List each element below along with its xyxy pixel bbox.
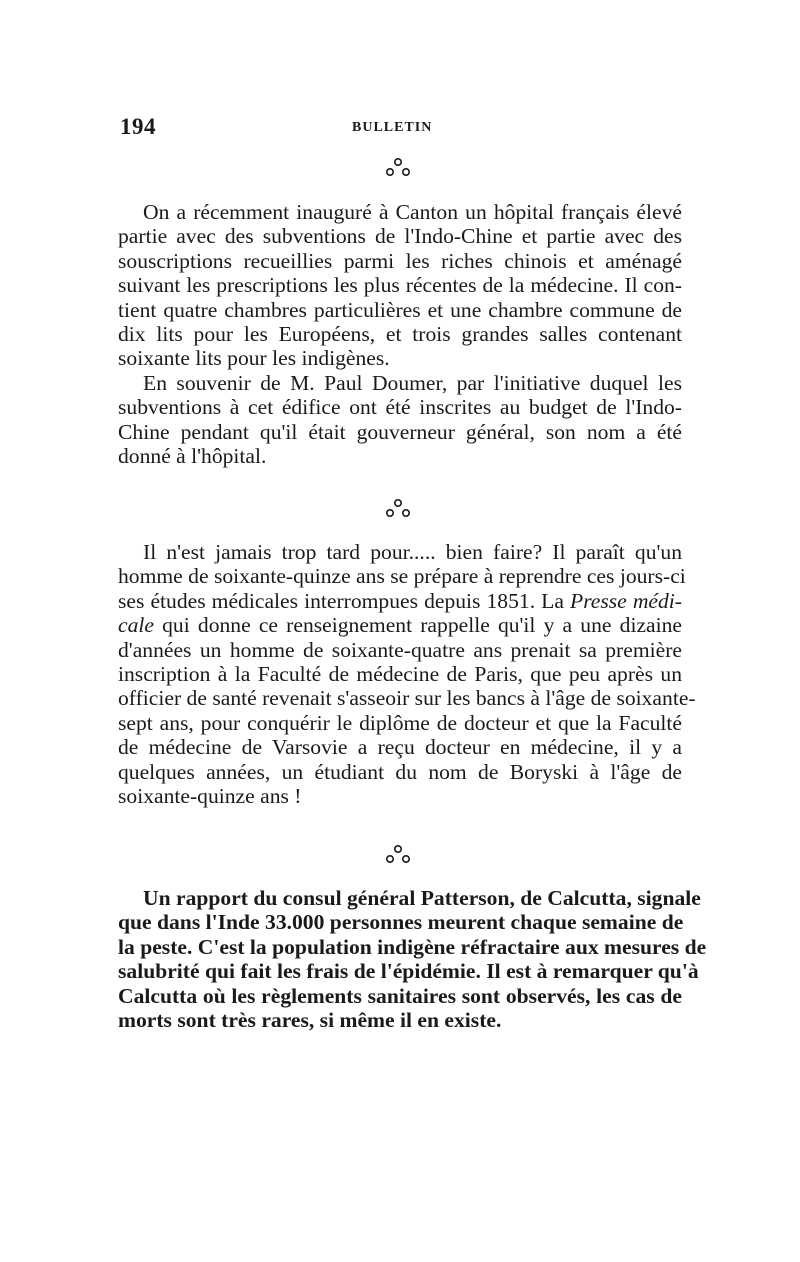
text-line: homme de soixante-quinze ans se prépare à reprendre ces jours-ci — [118, 564, 686, 589]
text-line: la peste. C'est la population indigène réfractaire aux mesures de — [118, 934, 707, 959]
text-line: officier de santé revenait s'asseoir sur les bancs à l'âge de soixante- — [118, 686, 696, 711]
text-line: tient quatre chambres particulières et une chambre commune de — [118, 297, 682, 322]
running-head: BULLETIN — [352, 120, 433, 135]
text-line: quelques années, un étudiant du nom de Boryski à l'âge de — [118, 759, 682, 784]
text-line: Calcutta où les règlements sanitaires sont observés, les cas de — [118, 983, 682, 1008]
text-line: suivant les prescriptions les plus récentes de la médecine. Il con- — [118, 273, 682, 298]
news-item-elderly-student — [118, 540, 696, 809]
text-line: sept ans, pour conquérir le diplôme de docteur et que la Faculté — [118, 710, 682, 735]
text-line: Un rapport du consul général Patterson, de Calcutta, signale — [143, 886, 701, 910]
asterism-ornament — [378, 153, 418, 183]
page-number: 194 — [120, 114, 156, 139]
text-line: salubrité qui fait les frais de l'épidémie. Il est à remarquer qu'à — [118, 959, 699, 984]
text-line: Chine pendant qu'il était gouverneur général, son nom a été — [118, 419, 682, 444]
text-line: donné à l'hôpital. — [118, 444, 267, 469]
text-line: d'années un homme de soixante-quatre ans prenait sa première — [118, 637, 682, 662]
text-line: On a récemment inauguré à Canton un hôpital français élevé — [143, 200, 682, 224]
text-line: que dans l'Inde 33.000 personnes meurent chaque semaine de — [118, 910, 684, 935]
news-item-plague-india — [118, 886, 707, 1033]
text-line: ses études médicales interrompues depuis 1851. La — [118, 588, 570, 613]
journal-title: cale — [118, 613, 154, 638]
text-line: subventions à cet édifice ont été inscrites au budget de l'Indo- — [118, 395, 682, 420]
text-line: Il n'est jamais trop tard pour..... bien faire? Il paraît qu'un — [143, 540, 682, 564]
asterism-ornament — [378, 840, 418, 870]
text-line: souscriptions recueillies parmi les riches chinois et aménagé — [118, 248, 682, 273]
text-line: dix lits pour les Européens, et trois grandes salles contenant — [118, 322, 682, 347]
text-line: qui donne ce renseignement rappelle qu'il y a une dizaine — [153, 613, 682, 638]
news-item-canton-hospital — [118, 200, 682, 468]
text-line: partie avec des subventions de l'Indo-Chine et partie avec des — [118, 224, 682, 249]
asterism-ornament — [378, 494, 418, 524]
text-line: En souvenir de M. Paul Doumer, par l'initiative duquel les — [143, 370, 682, 395]
text-line: morts sont très rares, si même il en existe. — [118, 1008, 502, 1033]
text-line: inscription à la Faculté de médecine de Paris, que peu après un — [118, 662, 682, 687]
journal-title: Presse médi- — [570, 588, 682, 613]
page-header — [120, 114, 680, 144]
text-line: de médecine de Varsovie a reçu docteur en médecine, il y a — [118, 735, 682, 760]
text-line: soixante lits pour les indigènes. — [118, 346, 390, 371]
text-line: soixante-quinze ans ! — [118, 784, 302, 809]
